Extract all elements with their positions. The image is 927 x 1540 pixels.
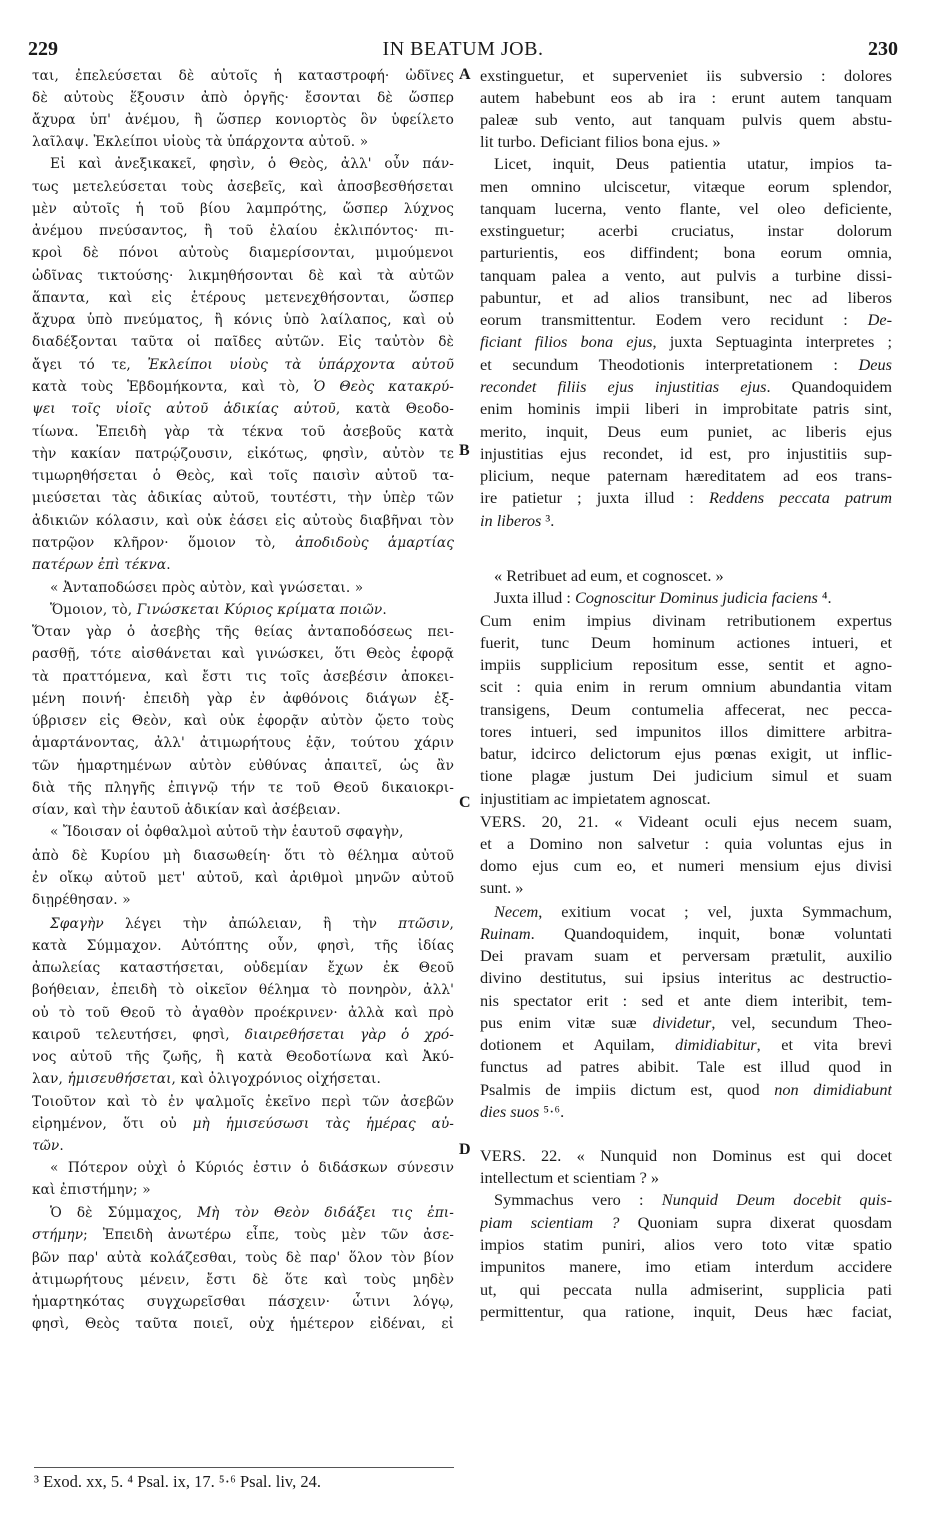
greek-text-line: οὐ τὸ τοῦ Θεοῦ τὸ ἀγαθὸν προέκρινεν· ἀλλὰ καὶ πρὸ [32, 1005, 454, 1021]
latin-text-line: dies suos ⁵·⁶. [480, 1102, 565, 1121]
greek-text-line: κατὰ τοὺς Ἑβδομήκοντα, καὶ τὸ, Ὁ Θεὸς κατακρύ- [32, 379, 454, 395]
latin-text-line: autem habebunt eos ab ira : erunt autem tanquam [480, 88, 892, 107]
greek-text-line: φησὶ, Θεὸς ταῦτα ποιεῖ, οὐχ ἡμέτερον εἰδέναι, εἰ [32, 1316, 454, 1332]
latin-text-line: paleæ sub vento, aut tanquam pulvis quem abstu- [480, 110, 892, 129]
latin-text-line: domo ejus cum eo, et numeri mensium ejus divisi [480, 856, 892, 875]
greek-text-line: Ὁ δὲ Σύμμαχος, Μὴ τὸν Θεὸν διδάξει τις ἐπι- [50, 1205, 454, 1221]
latin-text-line: scit : quia enim in rerum omnium abundantia vitam [480, 677, 892, 696]
margin-letter-c: C [459, 794, 471, 811]
greek-text-line: διαδέξονται ταῦτα οἱ παῖδες αὐτῶν. Εἰς ταὐτὸν δὲ [32, 334, 454, 350]
latin-text-line: tanquam lucerna, vento flante, vel oleo deficiente, [480, 199, 892, 218]
greek-text-line: ἁμαρτάνοντας, ἀλλ' ἀτιμωρήτους ἐᾷν, τούτου χάριν [32, 735, 454, 751]
greek-text-line: σίαν, καὶ τὴν ἑαυτοῦ ἀδικίαν καὶ ἀσέβειαν. [32, 802, 341, 818]
greek-text-line: κατὰ Σύμμαχον. Αὐτόπτης οὖν, φησὶ, τῆς ἰδίας [32, 938, 454, 954]
greek-text-line: στήμην; Ἐπειδὴ ἀνωτέρω εἶπε, τοὺς μὲν τῶν ἀσε- [32, 1227, 454, 1243]
greek-text-line: καιροῦ τελευτήσει, φησὶ, διαιρεθήσεται γὰρ ὁ χρό- [32, 1027, 454, 1043]
latin-text-line: transigens, Deum contumelia affecerat, nec pecca- [480, 700, 892, 719]
greek-text-line: « Ἀνταποδώσει πρὸς αὐτὸν, καὶ γνώσεται. » [50, 580, 364, 596]
latin-text-line: men omnino ulciscetur, vitæque eorum splendor, [480, 177, 892, 196]
latin-text-line: merito, inquit, Deus eum puniet, ac liberis ejus [480, 422, 892, 441]
page-number-right: 230 [868, 38, 898, 60]
latin-text-line: divino destitutus, sui ipsius interitus ac destructio- [480, 968, 892, 987]
latin-text-line: piam scientiam ? Quoniam supra dixerat quosdam [480, 1213, 892, 1232]
greek-text-line: πατέρων ἐπὶ τέκνα. [32, 557, 171, 573]
greek-text-line: βῶν παρ' αὐτὰ κολάζεσθαι, τοὺς δὲ παρ' ὅλον τὸν βίον [32, 1250, 454, 1266]
greek-text-line: ὠδῖνας τικτούσης· λικμηθήσονται δὲ καὶ τὰ αὐτῶν [32, 268, 454, 284]
greek-text-line: εἰρημένον, ὅτι οὐ μὴ ἡμισεύσωσι τὰς ἡμέρας αὐ- [32, 1116, 454, 1132]
page-number-left: 229 [28, 38, 58, 60]
greek-text-line: τῶν. [32, 1138, 64, 1154]
latin-text-line: exstinguetur; acerbi cruciatus, instar dolorum [480, 221, 892, 240]
greek-text-line: μιεύσεται τὰς ἀδικίας αὐτοῦ, τουτέστι, τὴν ὑπὲρ τῶν [32, 490, 454, 506]
latin-text-line: intellectum et scientiam ? » [480, 1168, 660, 1187]
latin-text-line: fuerit, tunc Deum hominum actiones intueri, et [480, 633, 892, 652]
greek-text-line: Σφαγὴν λέγει τὴν ἀπώλειαν, ἢ τὴν πτῶσιν, [50, 916, 454, 932]
latin-text-line: ut, qui peccata nulla admiserint, supplicia pati [480, 1280, 892, 1299]
margin-letter-d: D [459, 1141, 471, 1158]
greek-text-line: Τοιοῦτον καὶ τὸ ἐν ψαλμοῖς ἐκεῖνο περὶ τῶν ἀσεβῶν [32, 1094, 454, 1110]
greek-text-line: ἀνέμου πνεύσαντος, ἢ τοῦ ἐλαίου ἐκλιπόντος· πι- [32, 223, 454, 239]
latin-text-line: impiis supplicium repositum esse, sentit et agno- [480, 655, 892, 674]
greek-text-line: ἡμαρτηκότας συγχωρεῖσθαι πάσχειν· ὧτινι λόγῳ, [32, 1294, 454, 1310]
latin-text-line: et a Domino non salvetur : quia voluntas ejus in [480, 834, 892, 853]
greek-text-line: ἅπαντα, καὶ εἰς ἑτέρους μετενεχθήσονται, ὥσπερ [32, 290, 454, 306]
footnote-rule [34, 1467, 454, 1468]
greek-text-line: καὶ ἐπιστήμην; » [32, 1182, 151, 1198]
greek-text-line: τῶν ἡμαρτημένων αὐτὸν εὐθύνας ἀπαιτεῖ, ὡς ἂν [32, 758, 454, 774]
greek-text-line: τὰ πραττόμενα, καὶ ἔστι τις τοῖς ἀσεβέσιν ἀποκει- [32, 669, 454, 685]
latin-text-line: plicium, neque paternam hæreditatem ad eos trans- [480, 466, 892, 485]
greek-text-line: νος αὐτοῦ τῆς ζωῆς, ἢ κατὰ Θεοδοτίωνα καὶ Ἀκύ- [32, 1049, 454, 1065]
latin-text-line: permittentur, qua ratione, inquit, Deus hæc faciat, [480, 1302, 892, 1321]
latin-text-line: injustitiam ac impietatem agnoscat. [480, 789, 711, 808]
latin-text-line: pus enim vitæ suæ dividetur, vel, secundum Theo- [480, 1013, 892, 1032]
greek-text-line: ἀδικιῶν κόλασιν, καὶ οὐκ ἐάσει εἰς αὐτοὺς διαβῆναι τὸν [32, 513, 454, 529]
greek-text-line: διὰ τῆς πληγῆς ἐπιγνῷ τήν τε τοῦ Θεοῦ δικαιοκρι- [32, 780, 454, 796]
latin-text-line: tanquam palea a vento, aut pulvis a turbine dissi- [480, 266, 892, 285]
margin-letter-b: B [459, 442, 470, 459]
greek-text-line: « Πότερον οὐχὶ ὁ Κύριός ἐστιν ὁ διδάσκων σύνεσιν [50, 1160, 454, 1176]
latin-text-line: Dei pravam suam et perversam prætulit, auxilio [480, 946, 892, 965]
greek-text-line: διῃρέθησαν. » [32, 892, 131, 908]
greek-text-line: μένη ποινή· ἐπειδὴ γὰρ ἐν ἀφθόνοις διάγων ἐξ- [32, 691, 454, 707]
latin-text-line: « Retribuet ad eum, et cognoscet. » [494, 566, 724, 585]
latin-text-line: tores intueri, sed impunitos illos dimittere arbitra- [480, 722, 892, 741]
latin-text-line: VERS. 20, 21. « Videant oculi ejus necem suam, [480, 812, 892, 831]
latin-text-line: Symmachus vero : Nunquid Deum docebit quis- [494, 1190, 892, 1209]
greek-text-line: ἄχυρα ὑπὸ πνεύματος, ἢ κόνις ὑπὸ λαίλαπος, καὶ οὐ [32, 312, 454, 328]
greek-text-line: τιμωρηθήσεται ὁ Θεὸς, καὶ τοῖς παισὶν αὐτοῦ τα- [32, 468, 454, 484]
latin-text-line: Juxta illud : Cognoscitur Dominus judicia faciens ⁴. [494, 588, 832, 607]
greek-text-line: ται, ἐπελεύσεται δὲ αὐτοῖς ἡ καταστροφή· ὠδῖνες [32, 68, 454, 84]
running-head [28, 38, 898, 64]
latin-text-line: recondet filiis ejus injustitias ejus. Quandoquidem [480, 377, 892, 396]
latin-text-line: parturientis, eos diffindent; bona eorum omnia, [480, 243, 892, 262]
latin-text-line: exstinguetur, et superveniet iis subversio : dolores [480, 66, 892, 85]
latin-text-line: lit turbo. Deficiant filios bona ejus. » [480, 132, 721, 151]
latin-text-line: ire patietur ; juxta illud : Reddens peccata patrum [480, 488, 892, 507]
greek-text-line: τίωνα. Ἐπειδὴ γὰρ τὰ τέκνα τοῦ ἀσεβοῦς κατὰ [32, 424, 454, 440]
greek-text-line: ἀπωλείας καταστήσεται, οὐδεμίαν ἔχων ἐκ Θεοῦ [32, 960, 454, 976]
greek-text-line: λαῖλαψ. Ἐκλείποι υἱοὺς τὰ ὑπάρχοντα αὐτοῦ. » [32, 134, 369, 150]
latin-text-line: enim hominis impii liberi in improbitate patris sint, [480, 399, 892, 418]
greek-text-line: βοήθειαν, ἐπειδὴ τὸ οἰκεῖον θέλημα τὸ πονηρὸν, ἀλλ' [32, 982, 454, 998]
greek-text-line: ρασθῇ, τότε αἰσθάνεται καὶ γινώσκει, ὅτι Θεὸς ἐφορᾷ [32, 646, 454, 662]
greek-text-line: Εἰ καὶ ἀνεξικακεῖ, φησὶν, ὁ Θεὸς, ἀλλ' οὖν πάν- [50, 156, 454, 172]
latin-text-line: tione plagæ justum Dei judicium simul et suam [480, 766, 892, 785]
greek-text-line: « Ἴδοισαν οἱ ὀφθαλμοὶ αὐτοῦ τὴν ἑαυτοῦ σφαγὴν, [50, 824, 404, 840]
greek-text-line: δὲ αὐτοὺς ἕξουσιν ἀπὸ ὀργῆς· ἔσονται δὲ ὥσπερ [32, 90, 454, 106]
latin-text-line: in liberos ³. [480, 511, 555, 530]
greek-text-line: ψει τοῖς υἱοῖς αὐτοῦ ἀδικίας αὐτοῦ, κατὰ Θεοδο- [32, 401, 454, 417]
greek-text-line: ἀπὸ δὲ Κυρίου μὴ διασωθείη· ὅτι τὸ θέλημα αὐτοῦ [32, 848, 454, 864]
footnotes: ³ Exod. xx, 5. ⁴ Psal. ix, 17. ⁵·⁶ Psal. liv, 24. [34, 1472, 321, 1491]
latin-text-line: dotionem et Aquilam, dimidiabitur, et vita brevi [480, 1035, 892, 1054]
latin-text-line: eorum transmittentur. Eodem vero recidunt : De- [480, 310, 892, 329]
latin-text-line: Cum enim impius divinam retributionem expertus [480, 611, 892, 630]
greek-text-line: τως μετελεύσεται τοὺς ἀσεβεῖς, καὶ ἀποσβεσθήσεται [32, 179, 454, 195]
greek-text-line: Ὅταν γὰρ ὁ ἀσεβὴς τῆς θείας ἀνταποδόσεως πει- [32, 624, 454, 640]
latin-text-line: VERS. 22. « Nunquid non Dominus est qui docet [480, 1146, 892, 1165]
latin-text-line: Necem, exitium vocat ; vel, juxta Symmachum, [494, 902, 892, 921]
latin-text-line: impios statim puniri, alios vero toto vitæ spatio [480, 1235, 892, 1254]
running-title: IN BEATUM JOB. [382, 38, 544, 60]
latin-text-line: sunt. » [480, 878, 524, 897]
greek-text-line: Ὅμοιον, τὸ, Γινώσκεται Κύριος κρίματα ποιῶν. [50, 602, 387, 618]
margin-letter-a: A [459, 66, 471, 83]
greek-text-line: ἄχυρα ὑπ' ἀνέμου, ἢ ὥσπερ κονιορτὸς ὃν ὑφείλετο [32, 112, 454, 128]
greek-text-line: ἐν οἴκῳ αὐτοῦ μετ' αὐτοῦ, καὶ ἀριθμοὶ μηνῶν αὐτοῦ [32, 870, 454, 886]
latin-text-line: Ruinam. Quandoquidem, inquit, bonæ voluntati [480, 924, 892, 943]
greek-text-line: ἀτιμωρήτους μένειν, ἔστι δὲ ὅτε καὶ τοὺς μηδὲν [32, 1272, 454, 1288]
greek-text-line: μὲν αὐτοῖς ἡ τοῦ βίου λαμπρότης, ὥσπερ λύχνος [32, 201, 454, 217]
latin-text-line: injustitias ejus recondet, id est, pro injustitiis sup- [480, 444, 892, 463]
latin-text-line: et secundum Theodotionis interpretationem : Deus [480, 355, 892, 374]
greek-text-line: κροὶ δὲ πόνοι αὐτοὺς διαμερίσονται, μιμούμενοι [32, 245, 454, 261]
greek-text-line: πατρῷον κλῆρον· ὅμοιον τὸ, ἀποδιδοὺς ἁμαρτίας [32, 535, 454, 551]
latin-text-line: ficiant filios bona ejus, juxta Septuaginta interpretes ; [480, 332, 892, 351]
latin-text-line: pabuntur, et ad alios transibunt, nec ad liberos [480, 288, 892, 307]
latin-text-line: nis spectator erit : sed et ante diem interibit, tem- [480, 991, 892, 1010]
latin-text-line: impunitos manere, imo etiam interdum accidere [480, 1257, 892, 1276]
greek-text-line: ἄγει τό τε, Ἐκλείποι υἱοὺς τὰ ὑπάρχοντα αὐτοῦ [32, 357, 454, 373]
greek-text-line: λαν, ἡμισευθήσεται, καὶ ὀλιγοχρόνιος οἰχήσεται. [32, 1071, 381, 1087]
greek-text-line: τὴν κακίαν πατρῴζουσιν, εἰκότως, φησὶν, αὐτὸν τε [32, 446, 454, 462]
latin-text-line: Psalmis de impiis dictum est, quod non dimidiabunt [480, 1080, 892, 1099]
latin-text-line: batur, idcirco delictorum ejus pœnas exigit, ut inflic- [480, 744, 892, 763]
latin-text-line: functus ad patres abibit. Tale est illud quod in [480, 1057, 892, 1076]
latin-text-line: Licet, inquit, Deus patientia utatur, impios ta- [494, 154, 892, 173]
greek-text-line: ύβρισεν εἰς Θεὸν, καὶ οὐκ ἐφορᾷν αὐτὸν ᾤετο τοὺς [32, 713, 454, 729]
